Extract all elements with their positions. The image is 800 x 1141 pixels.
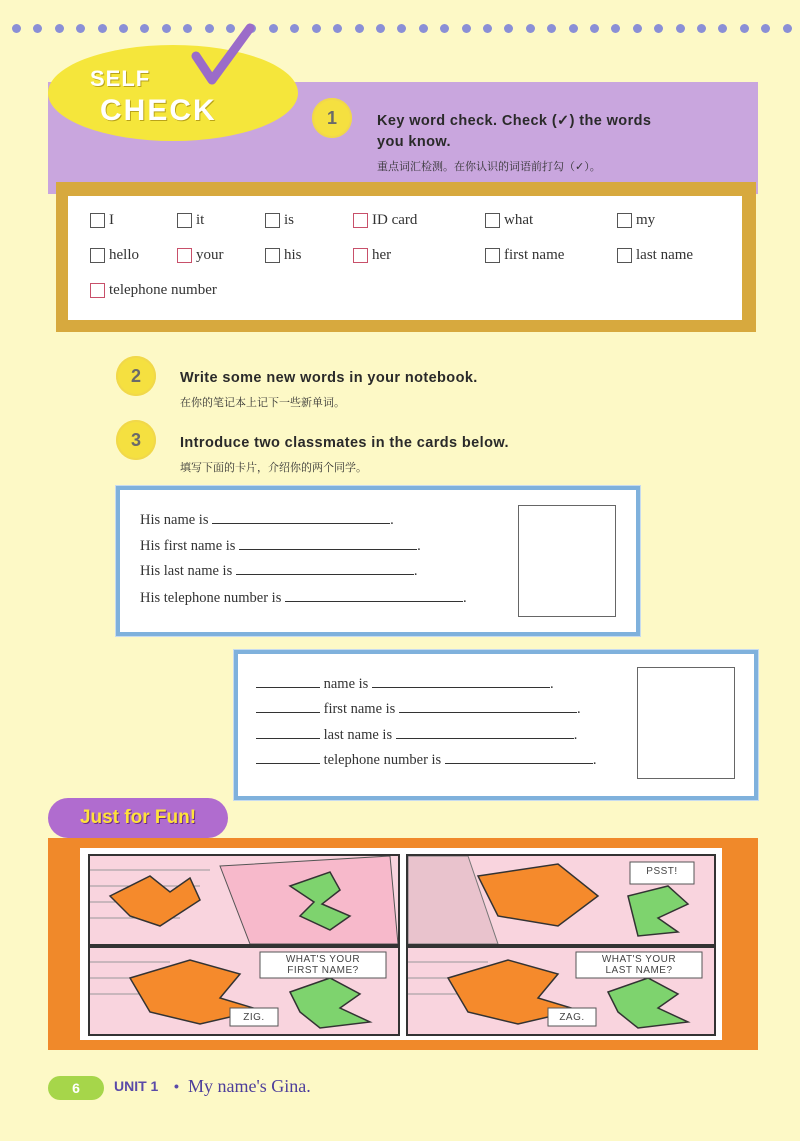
photo-box[interactable] — [637, 667, 735, 779]
card1-line: His telephone number is . — [140, 590, 467, 606]
word-item[interactable]: what — [485, 212, 533, 229]
question-number-3: 3 — [116, 420, 156, 460]
question-number-1: 1 — [312, 98, 352, 138]
q2-instruction-cn: 在你的笔记本上记下一些新单词。 — [180, 396, 345, 409]
q1-instruction-cn: 重点词汇检测。在你认识的词语前打勾（✓）。 — [377, 160, 601, 173]
checkbox[interactable] — [90, 283, 105, 298]
word-item[interactable]: first name — [485, 247, 564, 264]
unit-title: My name's Gina. — [188, 1076, 311, 1096]
word-item[interactable]: his — [265, 247, 302, 264]
q3-instruction: Introduce two classmates in the cards below. — [180, 435, 509, 451]
blank-line[interactable] — [256, 737, 320, 739]
badge-self-text: SELF — [90, 66, 151, 91]
card1-line: His last name is . — [140, 563, 418, 579]
checkbox[interactable] — [617, 248, 632, 263]
checkmark-icon — [188, 22, 258, 92]
page-number: 6 — [48, 1076, 104, 1100]
just-for-fun-label: Just for Fun! — [48, 798, 228, 838]
blank-line[interactable] — [445, 762, 593, 764]
q3-instruction-cn: 填写下面的卡片，介绍你的两个同学。 — [180, 461, 367, 474]
word-item[interactable]: telephone number — [90, 282, 217, 299]
word-item[interactable]: it — [177, 212, 204, 229]
word-item[interactable]: I — [90, 212, 114, 229]
unit-separator: • — [174, 1078, 179, 1094]
comic-panel-4 — [406, 946, 716, 1036]
checkbox[interactable] — [90, 213, 105, 228]
word-item[interactable]: last name — [617, 247, 693, 264]
card2-line: telephone number is . — [256, 752, 596, 769]
speech-bubble: WHAT'S YOUR LAST NAME? — [601, 954, 677, 976]
card1-line: His name is . — [140, 512, 394, 528]
word-item[interactable]: your — [177, 247, 224, 264]
checkbox[interactable] — [177, 213, 192, 228]
card2-line: last name is . — [256, 727, 577, 744]
checkbox[interactable] — [265, 248, 280, 263]
q2-instruction: Write some new words in your notebook. — [180, 370, 478, 386]
unit-label: UNIT 1 — [114, 1078, 159, 1094]
word-item[interactable]: ID card — [353, 212, 417, 229]
blank-line[interactable] — [372, 686, 550, 688]
card2-line: name is . — [256, 676, 554, 693]
blank-line[interactable] — [285, 600, 463, 602]
q1-instruction-line2: you know. — [377, 134, 451, 150]
q1-instruction-line1: Key word check. Check (✓) the words — [377, 113, 652, 129]
word-item[interactable]: hello — [90, 247, 139, 264]
card2-line: first name is . — [256, 701, 581, 718]
photo-box[interactable] — [518, 505, 616, 617]
checkbox[interactable] — [485, 248, 500, 263]
speech-bubble: WHAT'S YOUR FIRST NAME? — [285, 954, 361, 976]
blank-line[interactable] — [212, 522, 390, 524]
card1-line: His first name is . — [140, 538, 421, 554]
blank-line[interactable] — [256, 711, 320, 713]
checkbox[interactable] — [177, 248, 192, 263]
blank-line[interactable] — [396, 737, 574, 739]
checkbox[interactable] — [353, 213, 368, 228]
checkbox[interactable] — [265, 213, 280, 228]
comic-panel-3 — [88, 946, 400, 1036]
checkbox[interactable] — [485, 213, 500, 228]
comic-illustration — [90, 856, 398, 944]
checkbox[interactable] — [353, 248, 368, 263]
comic-panel-1 — [88, 854, 400, 946]
dotted-border — [12, 24, 792, 38]
speech-bubble: PSST! — [646, 866, 678, 877]
word-item[interactable]: her — [353, 247, 391, 264]
question-number-2: 2 — [116, 356, 156, 396]
blank-line[interactable] — [236, 573, 414, 575]
word-item[interactable]: is — [265, 212, 294, 229]
speech-bubble: ZAG. — [559, 1012, 585, 1023]
checkbox[interactable] — [617, 213, 632, 228]
blank-line[interactable] — [239, 548, 417, 550]
blank-line[interactable] — [256, 686, 320, 688]
checkbox[interactable] — [90, 248, 105, 263]
badge-check-text: CHECK — [100, 94, 217, 127]
comic-panel-2 — [406, 854, 716, 946]
speech-bubble: ZIG. — [243, 1012, 265, 1023]
blank-line[interactable] — [256, 762, 320, 764]
word-item[interactable]: my — [617, 212, 655, 229]
blank-line[interactable] — [399, 711, 577, 713]
